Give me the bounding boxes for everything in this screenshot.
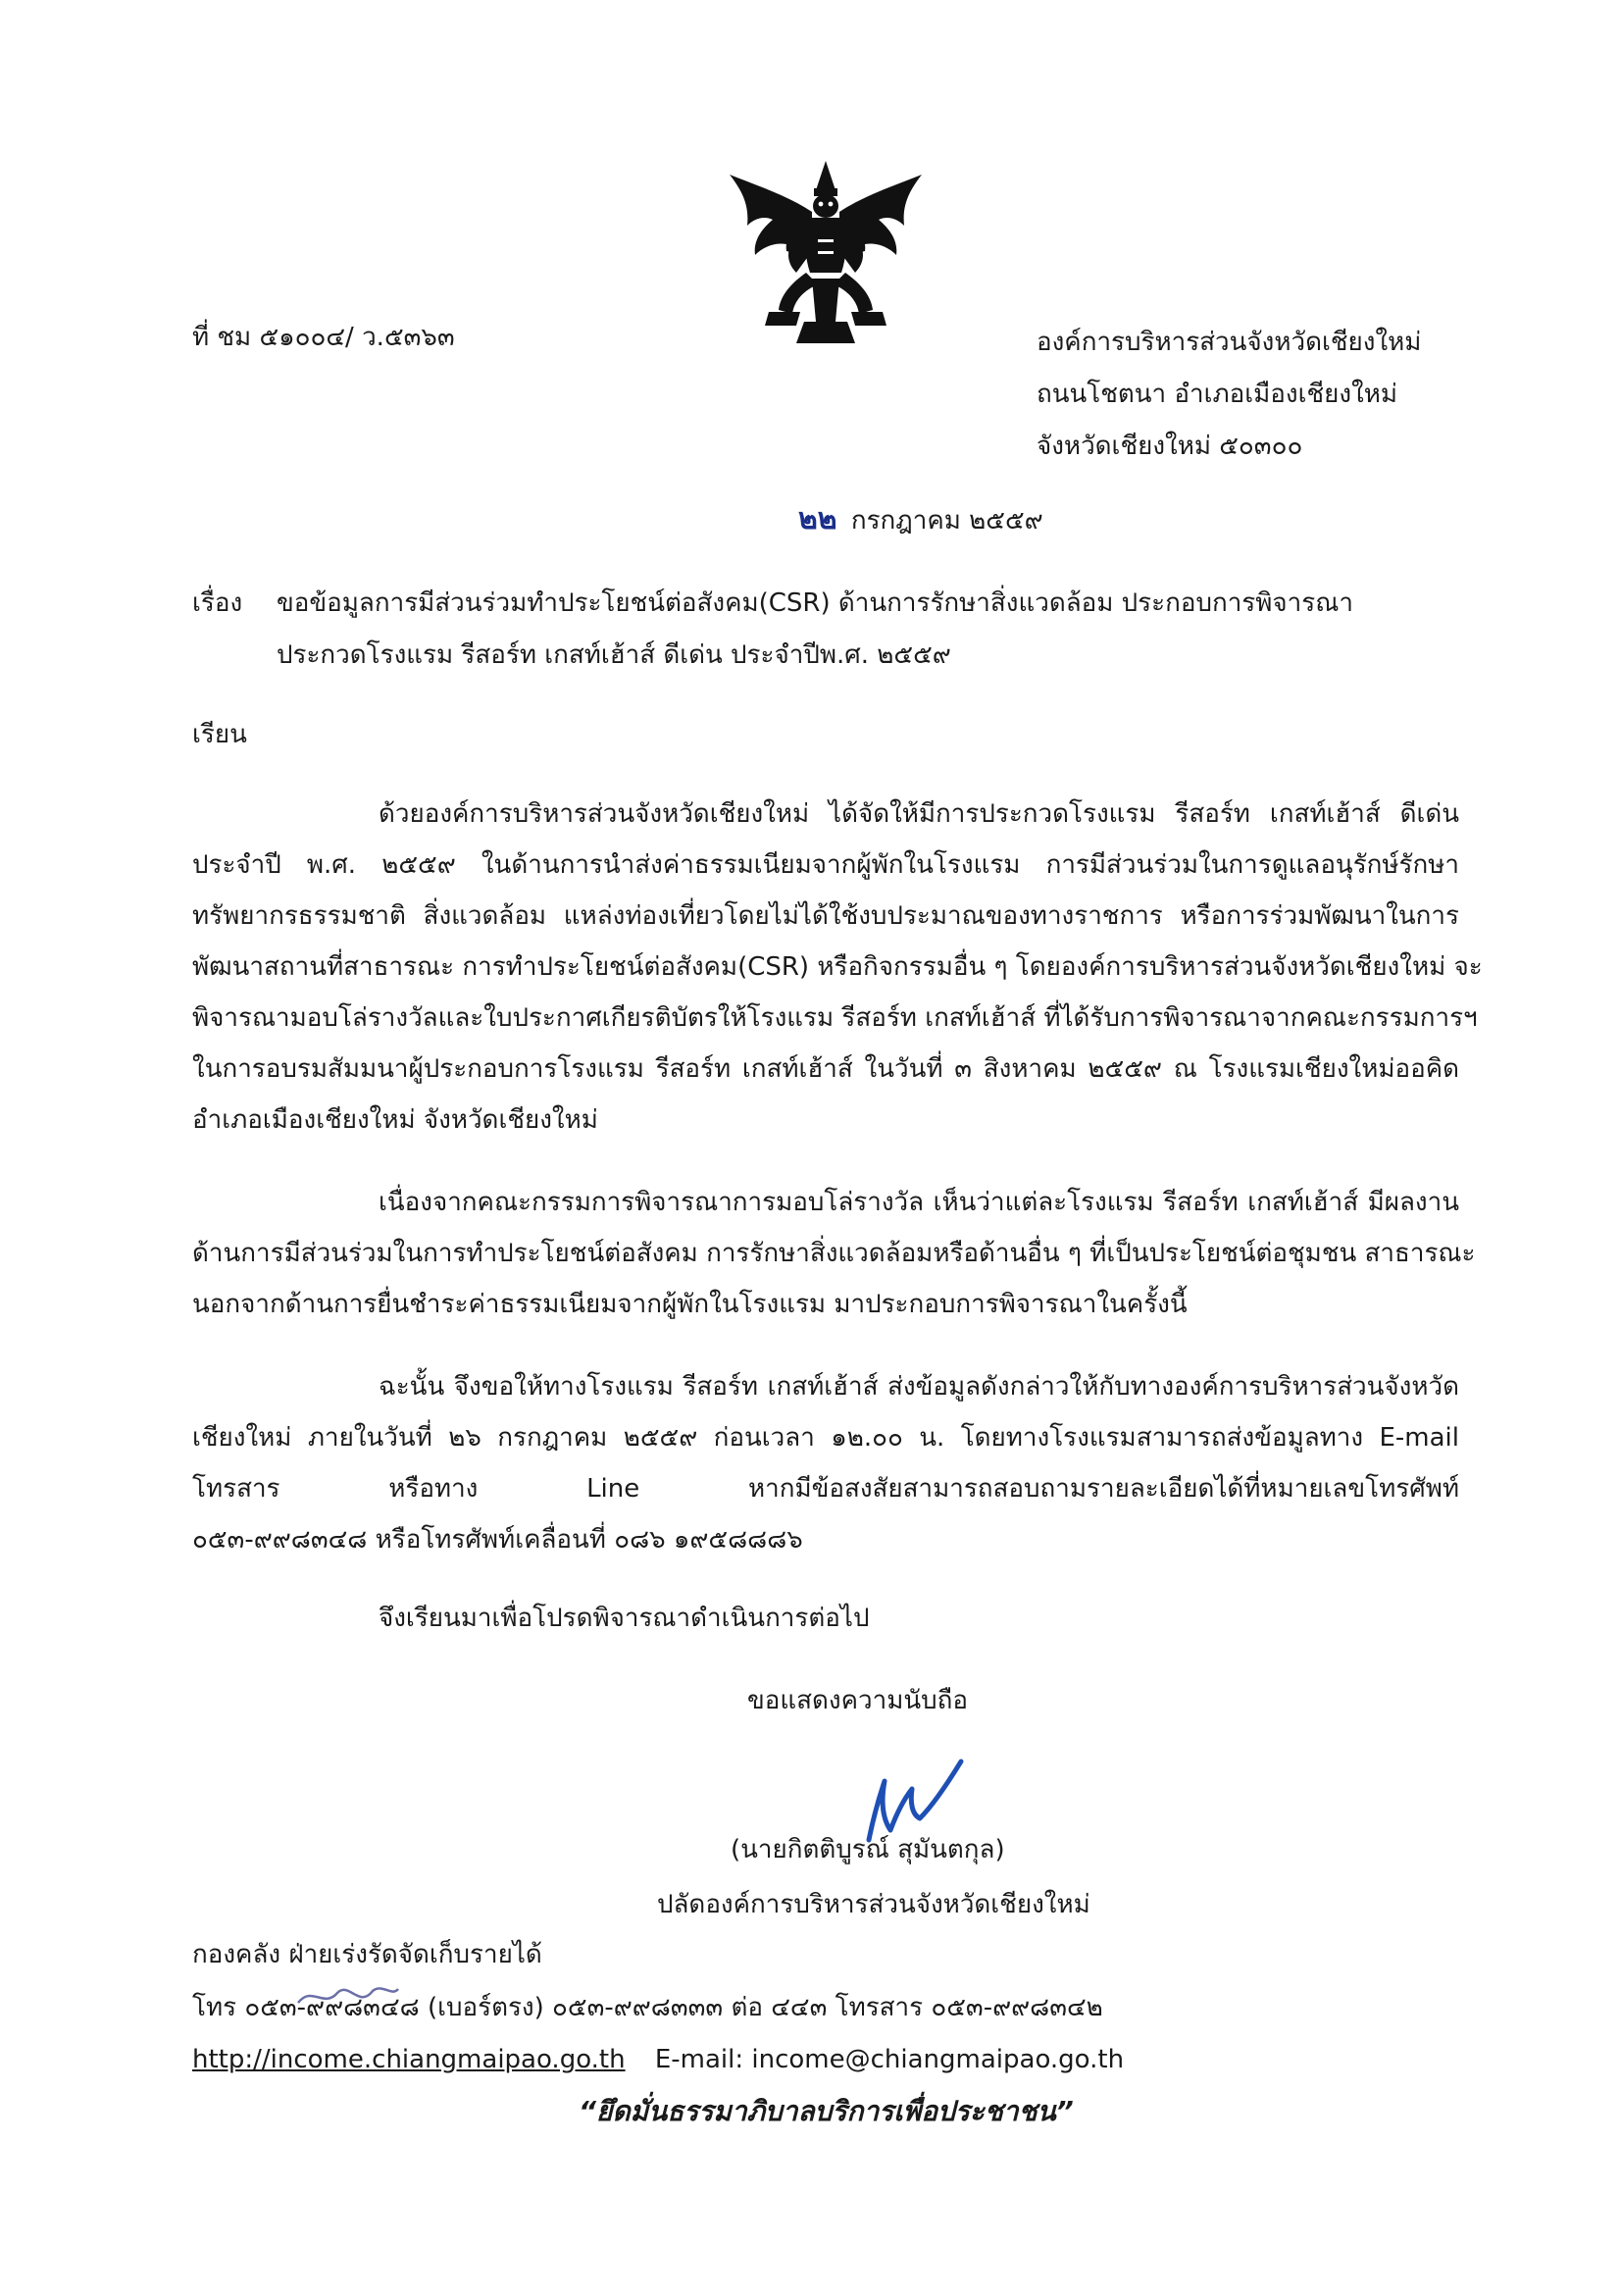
- paragraph-line: พัฒนาสถานที่สาธารณะ การทำประโยชน์ต่อสังคม(CSR) หรือกิจกรรมอื่น ๆ โดยองค์การบริหารส่วนจังหวัดเชียงใหม่ จะ: [192, 952, 1483, 982]
- contact-phone-line: โทร ๐๕๓-๙๙๘๓๔๘ (เบอร์ตรง) ๐๕๓-๙๙๘๓๓๓ ต่อ ๔๔๓ โทรสาร ๐๕๓-๙๙๘๓๔๒: [192, 1993, 1103, 2022]
- closing-line: จึงเรียนมาเพื่อโปรดพิจารณาดำเนินการต่อไป: [379, 1604, 870, 1633]
- body-paragraph: [192, 1177, 1476, 1330]
- salutation: เรียน: [192, 720, 247, 749]
- contact-email: E-mail: income@chiangmaipao.go.th: [654, 2045, 1125, 2074]
- subject-label: เรื่อง: [192, 588, 243, 618]
- signer-name: (นายกิตติบูรณ์ สุมันตกุล): [731, 1835, 1005, 1864]
- document-reference-number: ที่ ชม ๕๑๐๐๔/ ว.๕๓๖๓: [192, 323, 455, 352]
- paragraph-line: โทรสาร หรือทาง Line หากมีข้อสงสัยสามารถสอบถามรายละเอียดได้ที่หมายเลขโทรศัพท์: [192, 1474, 1459, 1504]
- body-paragraph: [192, 1361, 1459, 1565]
- signer-title: ปลัดองค์การบริหารส่วนจังหวัดเชียงใหม่: [657, 1890, 1090, 1919]
- date-month-year: กรกฎาคม ๒๕๕๙: [850, 506, 1043, 536]
- paragraph-line: นอกจากด้านการยื่นชำระค่าธรรมเนียมจากผู้พักในโรงแรม มาประกอบการพิจารณาในครั้งนี้: [192, 1290, 1188, 1319]
- paragraph-line: ประจำปี พ.ศ. ๒๕๕๙ ในด้านการนำส่งค่าธรรมเนียมจากผู้พักในโรงแรม การมีส่วนร่วมในการดูแลอนุรักษ์รักษา: [192, 850, 1459, 880]
- paragraph-line: ๐๕๓-๙๙๘๓๔๘ หรือโทรศัพท์เคลื่อนที่ ๐๘๖ ๑๙๕๘๘๘๖: [192, 1525, 803, 1555]
- office-slogan: “ยึดมั่นธรรมาภิบาลบริการเพื่อประชาชน”: [579, 2095, 1074, 2127]
- paragraph-line: ด้วยองค์การบริหารส่วนจังหวัดเชียงใหม่ ได้จัดให้มีการประกวดโรงแรม รีสอร์ท เกสท์เฮ้าส์ ดีเด่น: [379, 799, 1459, 829]
- website-link[interactable]: http://income.chiangmaipao.go.th: [192, 2045, 626, 2074]
- paragraph-line: พิจารณามอบโล่รางวัลและใบประกาศเกียรติบัตรให้โรงแรม รีสอร์ท เกสท์เฮ้าส์ ที่ได้รับการพิจารณาจากคณะกรรมการฯ: [192, 1003, 1478, 1033]
- subject-text: ประกวดโรงแรม รีสอร์ท เกสท์เฮ้าส์ ดีเด่น ประจำปีพ.ศ. ๒๕๕๙: [277, 640, 951, 670]
- paragraph-line: ในการอบรมสัมมนาผู้ประกอบการโรงแรม รีสอร์ท เกสท์เฮ้าส์ ในวันที่ ๓ สิงหาคม ๒๕๕๙ ณ โรงแรมเชียงใหม่ออคิด: [192, 1054, 1459, 1084]
- paragraph-line: อำเภอเมืองเชียงใหม่ จังหวัดเชียงใหม่: [192, 1105, 598, 1135]
- subject-text: ขอข้อมูลการมีส่วนร่วมทำประโยชน์ต่อสังคม(CSR) ด้านการรักษาสิ่งแวดล้อม ประกอบการพิจารณา: [277, 588, 1353, 618]
- contact-web-line: [192, 2042, 1124, 2077]
- body-paragraph: [192, 789, 1483, 1146]
- paragraph-line: ด้านการมีส่วนร่วมในการทำประโยชน์ต่อสังคม การรักษาสิ่งแวดล้อมหรือด้านอื่น ๆ ที่เป็นประโยชน์ต่อชุมชน สาธารณะ: [192, 1239, 1476, 1268]
- department-name: กองคลัง ฝ่ายเร่งรัดจัดเก็บรายได้: [192, 1940, 542, 1969]
- paragraph-line: เชียงใหม่ ภายในวันที่ ๒๖ กรกฎาคม ๒๕๕๙ ก่อนเวลา ๑๒.๐๐ น. โดยทางโรงแรมสามารถส่งข้อมูลทาง E-mail: [192, 1423, 1459, 1453]
- organization-address-line: ถนนโชตนา อำเภอเมืองเชียงใหม่: [1037, 380, 1398, 409]
- paragraph-line: เนื่องจากคณะกรรมการพิจารณาการมอบโล่รางวัล เห็นว่าแต่ละโรงแรม รีสอร์ท เกสท์เฮ้าส์ มีผลงาน: [379, 1188, 1459, 1217]
- organization-name: องค์การบริหารส่วนจังหวัดเชียงใหม่: [1037, 328, 1422, 357]
- document-date: [798, 502, 1043, 538]
- handwritten-signature-icon: [851, 1738, 969, 1846]
- regards-line: ขอแสดงความนับถือ: [747, 1686, 968, 1715]
- date-day: ๒๒: [798, 502, 837, 536]
- organization-address-line: จังหวัดเชียงใหม่ ๕๐๓๐๐: [1037, 432, 1303, 461]
- paragraph-line: ฉะนั้น จึงขอให้ทางโรงแรม รีสอร์ท เกสท์เฮ้าส์ ส่งข้อมูลดังกล่าวให้กับทางองค์การบริหารส่วนจังหวัด: [379, 1372, 1459, 1402]
- garuda-emblem-icon: [710, 157, 941, 349]
- paragraph-line: ทรัพยากรธรรมชาติ สิ่งแวดล้อม แหล่งท่องเที่ยวโดยไม่ได้ใช้งบประมาณของทางราชการ หรือการร่วมพัฒนาในการ: [192, 901, 1459, 931]
- handwritten-mark-icon: [294, 1979, 402, 2015]
